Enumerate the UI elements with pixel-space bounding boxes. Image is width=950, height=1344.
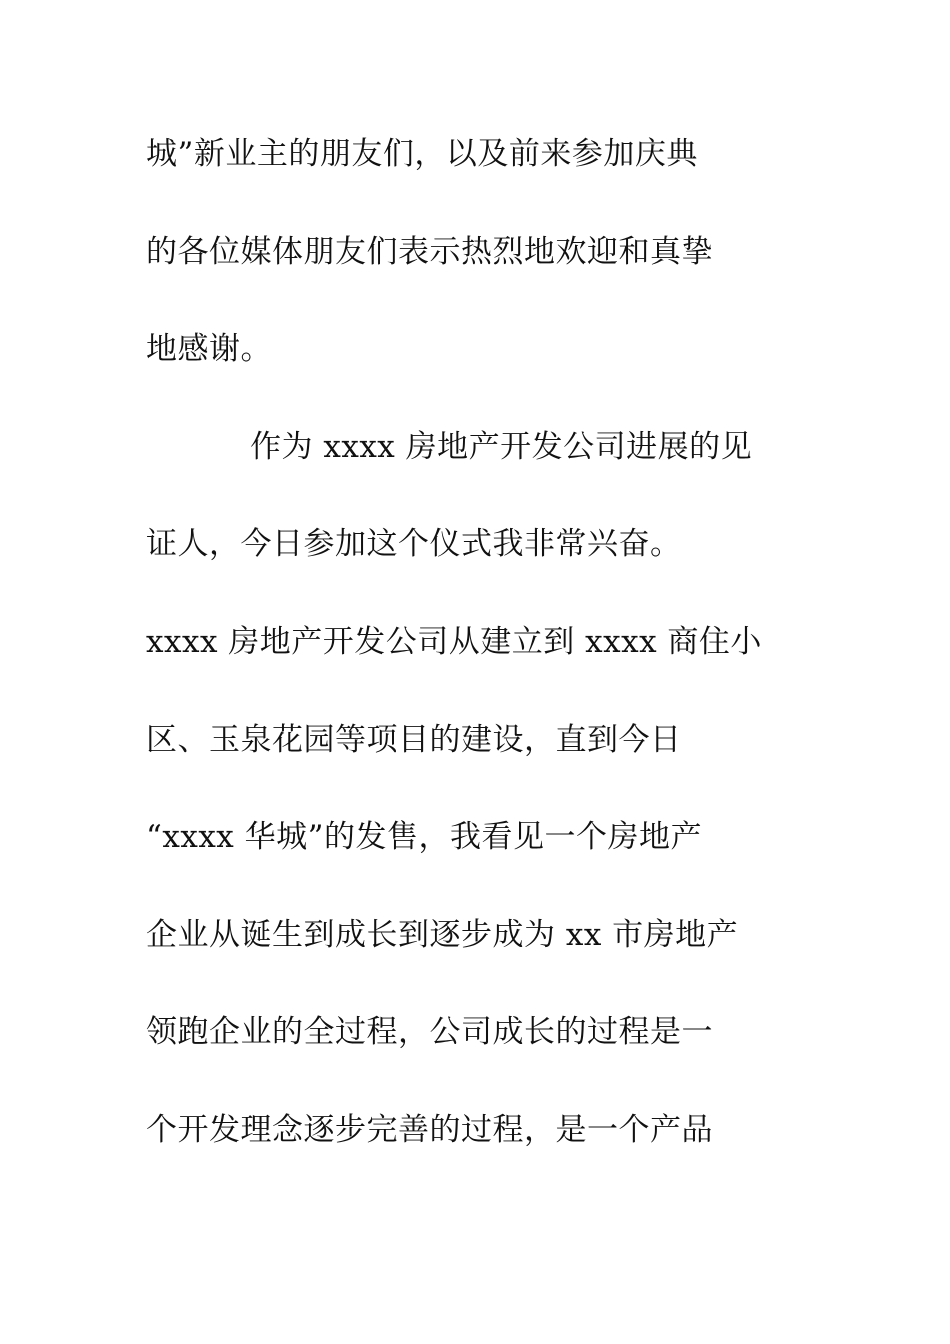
text-line: 城”新业主的朋友们，以及前来参加庆典	[146, 136, 698, 172]
text-line: 区、玉泉花园等项目的建设，直到今日	[146, 721, 682, 758]
text-line: “xxxx 华城”的发售，我看见一个房地产	[146, 819, 702, 856]
text-line: 个开发理念逐步完善的过程，是一个产品	[146, 1111, 713, 1148]
text-line: 地感谢。	[146, 331, 272, 368]
text-line: 证人，今日参加这个仪式我非常兴奋。	[146, 526, 682, 563]
text-line: 企业从诞生到成长到逐步成为 xx 市房地产	[146, 916, 739, 953]
document-body	[146, 124, 826, 1198]
paragraph-first-line: 作为 xxxx 房地产开发公司进展的见	[250, 428, 753, 465]
text-line: 的各位媒体朋友们表示热烈地欢迎和真挚	[146, 233, 713, 270]
text-line: 领跑企业的全过程，公司成长的过程是一	[146, 1014, 713, 1051]
text-line: xxxx 房地产开发公司从建立到 xxxx 商住小	[146, 623, 762, 660]
